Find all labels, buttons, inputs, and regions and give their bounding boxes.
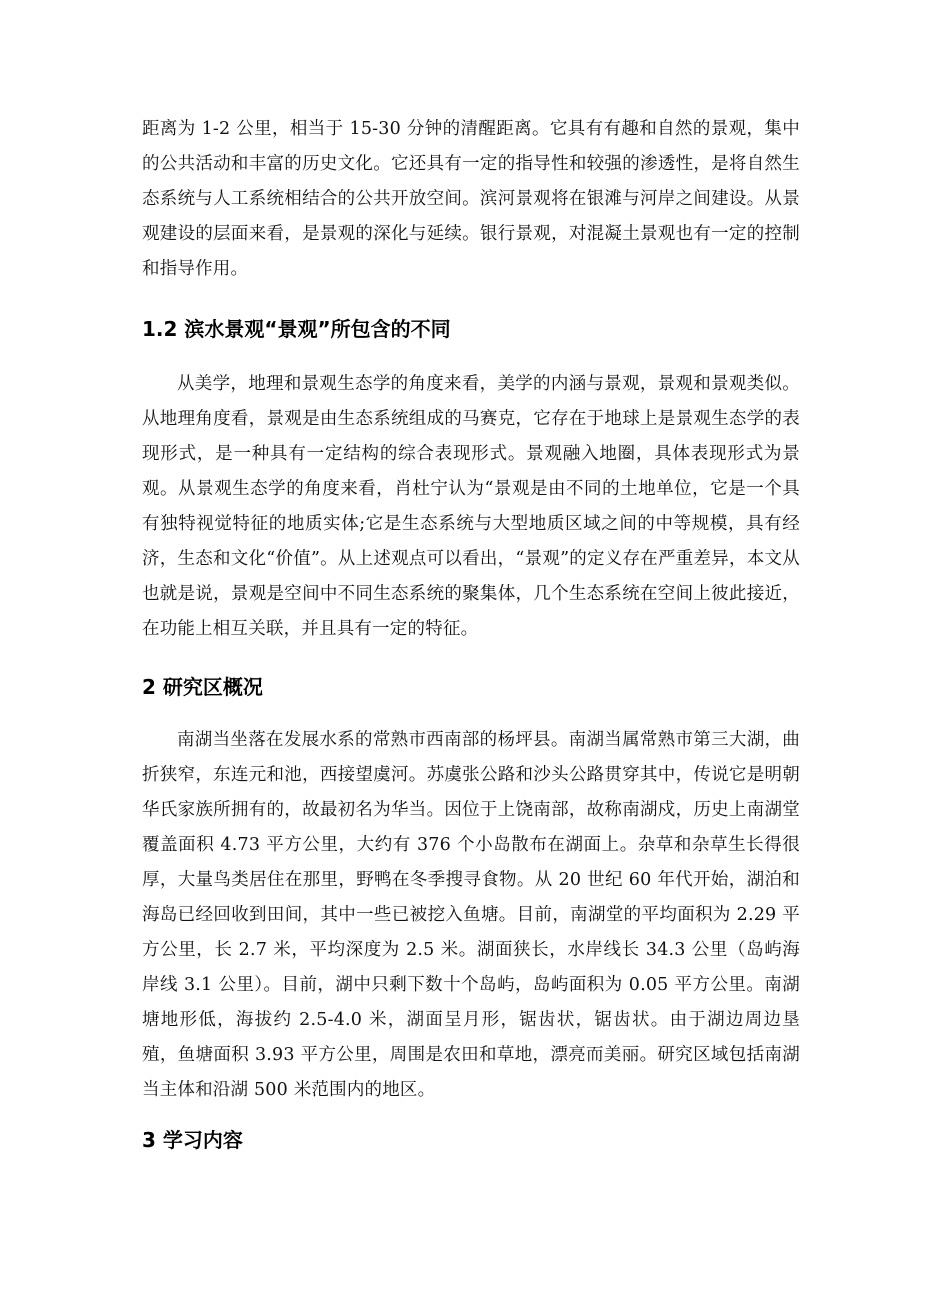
section-heading-3: 3 学习内容 xyxy=(142,1128,243,1152)
document-page xyxy=(142,112,800,1160)
section-heading-1-2: 1.2 滨水景观“景观”所包含的不同 xyxy=(142,317,451,341)
body-paragraph-study-area: 南湖当坐落在发展水系的常熟市西南部的杨坪县。南湖当属常熟市第三大湖，曲折狭窄，东连元和池，西接望虞河。苏虞张公路和沙头公路贯穿其中，传说它是明朝华氏家族所拥有的，故最初名为华当。因位于上饶南部，故称南湖戍，历史上南湖堂覆盖面积 4.73 平方公里，大约有 376 个小岛散布在湖面上。杂草和杂草生长得很厚，大量鸟类居住在那里，野鸭在冬季搜寻食物。从 20 世纪 60 年代开始，湖泊和海岛已经回收到田间，其中一些已被挖入鱼塘。目前，南湖堂的平均面积为 2.29 平方公里，长 2.7 米，平均深度为 2.5 米。湖面狭长，水岸线长 34.3 公里（岛屿海岸线 3.1 公里）。目前，湖中只剩下数十个岛屿，岛屿面积为 0.05 平方公里。南湖塘地形低，海拔约 2.5-4.0 米，湖面呈月形，锯齿状，锯齿状。由于湖边周边垦殖，鱼塘面积 3.93 平方公里，周围是农田和草地，漂亮而美丽。研究区域包括南湖当主体和沿湖 500 米范围内的地区。 xyxy=(142,730,800,1100)
body-paragraph-landscape-definition: 从美学，地理和景观生态学的角度来看，美学的内涵与景观，景观和景观类似。从地理角度看，景观是由生态系统组成的马赛克，它存在于地球上是景观生态学的表现形式，是一种具有一定结构的综合表现形式。景观融入地圈，具体表现形式为景观。从景观生态学的角度来看，肖杜宁认为“景观是由不同的土地单位，它是一个具有独特视觉特征的地质实体;它是生态系统与大型地质区域之间的中等规模，具有经济，生态和文化“价值”。从上述观点可以看出，“景观”的定义存在严重差异，本文从也就是说，景观是空间中不同生态系统的聚集体，几个生态系统在空间上彼此接近，在功能上相互关联，并且具有一定的特征。 xyxy=(142,374,800,639)
section-heading-2: 2 研究区概况 xyxy=(142,675,263,699)
body-paragraph-landscape-distance: 距离为 1-2 公里，相当于 15-30 分钟的清醒距离。它具有有趣和自然的景观，集中的公共活动和丰富的历史文化。它还具有一定的指导性和较强的渗透性，是将自然生态系统与人工系统相结合的公共开放空间。滨河景观将在银滩与河岸之间建设。从景观建设的层面来看，是景观的深化与延续。银行景观，对混凝土景观也有一定的控制和指导作用。 xyxy=(142,119,800,279)
